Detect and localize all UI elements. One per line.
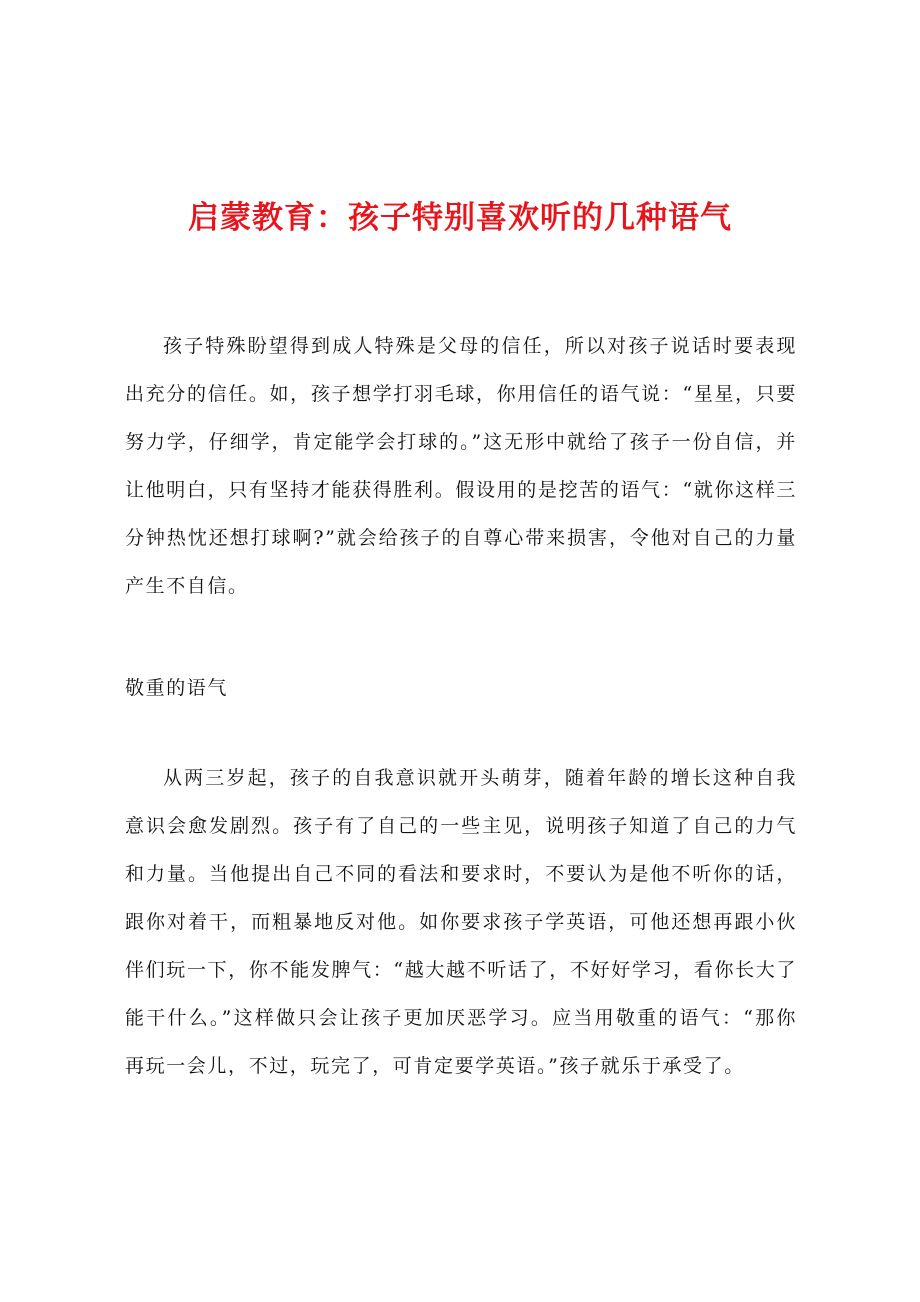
paragraph-respect: 从两三岁起，孩子的自我意识就开头萌芽，随着年龄的增长这种自我意识会愈发剧烈。孩子有了自己的一些主见，说明孩子知道了自己的力气和力量。当他提出自己不同的看法和要求时，不要认为是他不听你的话，跟你对着干，而粗暴地反对他。如你要求孩子学英语，可他还想再跟小伙伴们玩一下，你不能发脾气：“越大越不听话了，不好好学习，看你长大了能干什么。”这样做只会让孩子更加厌恶学习。应当用敬重的语气：“那你再玩一会儿，不过，玩完了，可肯定要学英语。”孩子就乐于承受了。	[125, 767, 797, 1077]
paragraph-trust: 孩子特殊盼望得到成人特殊是父母的信任，所以对孩子说话时要表现出充分的信任。如，孩子想学打羽毛球，你用信任的语气说：“星星，只要努力学，仔细学，肯定能学会打球的。”这无形中就给了孩子一份自信，并让他明白，只有坚持才能获得胜利。假设用的是挖苦的语气：“就你这样三分钟热忱还想打球啊?”就会给孩子的自尊心带来损害，令他对自己的力量产生不自信。	[125, 335, 797, 597]
section-heading-respect: 敬重的语气	[125, 677, 229, 699]
document-title: 启蒙教育：孩子特别喜欢听的几种语气	[188, 200, 732, 236]
